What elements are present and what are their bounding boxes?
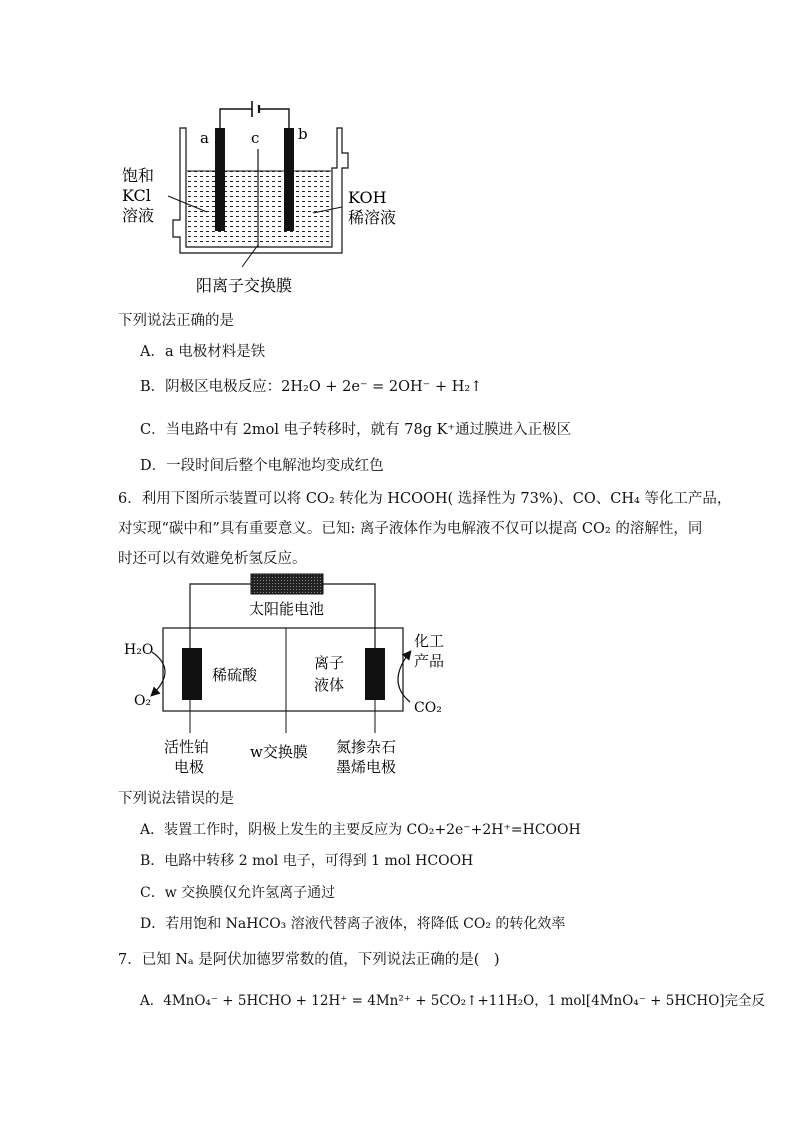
electrode-a (215, 128, 225, 231)
circuit-wire-right (323, 584, 375, 648)
right-electrode-label-line2: 墨烯电极 (336, 758, 397, 776)
h2o-label: H₂O (124, 642, 154, 658)
q6-stem: 下列说法错误的是 (118, 791, 234, 807)
right-solution-line2: 液体 (314, 676, 345, 694)
left-solution-label: 稀硫酸 (212, 666, 258, 684)
label-a: a (200, 129, 209, 147)
membrane-label: 阳离子交换膜 (196, 276, 293, 295)
q6-text-line2: 对实现“碳中和”具有重要意义。已知: 离子液体作为电解液不仅可以提高 CO₂ 的溶解性，同 (118, 521, 703, 537)
product-label-line1: 化工 (414, 632, 445, 650)
co2-label: CO₂ (414, 700, 442, 716)
solar-cell-symbol (251, 574, 323, 594)
circuit-wire (259, 109, 289, 129)
left-solution-line3: 溶液 (122, 206, 155, 225)
left-solution-line2: KCl (122, 186, 151, 205)
q5-option-b-equation: 2H₂O + 2e⁻ = 2OH⁻ + H₂↑ (281, 379, 483, 395)
co2-to-product-arrow (398, 652, 410, 702)
q5-option-c: C．当电路中有 2mol 电子转移时，就有 78g K⁺通过膜进入正极区 (140, 422, 572, 438)
right-solution-line1: 离子 (314, 654, 345, 672)
q6-option-b: B．电路中转移 2 mol 电子，可得到 1 mol HCOOH (140, 853, 474, 869)
electrolysis-cell-diagram (110, 95, 430, 305)
q7-stem: 7．已知 Nₐ 是阿伏加德罗常数的值，下列说法正确的是( ) (118, 952, 500, 968)
membrane-label: w交换膜 (250, 743, 308, 761)
q6-text-line1: 6．利用下图所示装置可以将 CO₂ 转化为 HCOOH( 选择性为 73%)、CO、CH₄ 等化工产品， (118, 491, 732, 507)
co2-conversion-diagram (118, 570, 458, 780)
right-electrode-label-line1: 氮掺杂石 (336, 738, 397, 756)
label-c: c (251, 129, 260, 147)
label-b: b (298, 125, 308, 143)
right-solution-line1: KOH (348, 188, 387, 207)
q5-stem: 下列说法正确的是 (118, 313, 234, 329)
electrode-b (284, 128, 294, 231)
left-solution-line1: 饱和 (122, 166, 155, 185)
circuit-wire (220, 109, 252, 129)
q7-option-a: A．4MnO₄⁻ + 5HCHO + 12H⁺ = 4Mn²⁺ + 5CO₂↑+11H₂O，1 mol[4MnO₄⁻ + 5HCHO]完全反 (140, 993, 766, 1009)
left-electrode-label-line1: 活性铂 (164, 738, 210, 756)
q6-option-d: D．若用饱和 NaHCO₃ 溶液代替离子液体，将降低 CO₂ 的转化效率 (140, 916, 566, 932)
q5-option-a: A．a 电极材料是铁 (140, 344, 266, 360)
solar-cell-label: 太阳能电池 (249, 600, 325, 618)
q5-option-b (140, 378, 482, 396)
graphene-electrode (365, 648, 385, 700)
platinum-electrode (182, 648, 202, 700)
q5-option-d: D．一段时间后整个电解池均变成红色 (140, 458, 384, 474)
product-label-line2: 产品 (414, 652, 445, 670)
left-electrode-label-line2: 电极 (174, 758, 205, 776)
q5-option-b-prefix: B．阴极区电极反应： (140, 379, 282, 395)
q6-option-a: A．装置工作时，阴极上发生的主要反应为 CO₂+2e⁻+2H⁺=HCOOH (140, 822, 581, 838)
right-solution-line2: 稀溶液 (348, 208, 397, 227)
q6-option-c: C．w 交换膜仅允许氢离子通过 (140, 885, 336, 901)
o2-label: O₂ (134, 693, 152, 709)
q6-text-line3: 时还可以有效避免析氢反应。 (118, 551, 307, 567)
leader-line-membrane (242, 245, 258, 267)
electrolyte (187, 171, 331, 246)
circuit-wire-left (190, 584, 251, 648)
